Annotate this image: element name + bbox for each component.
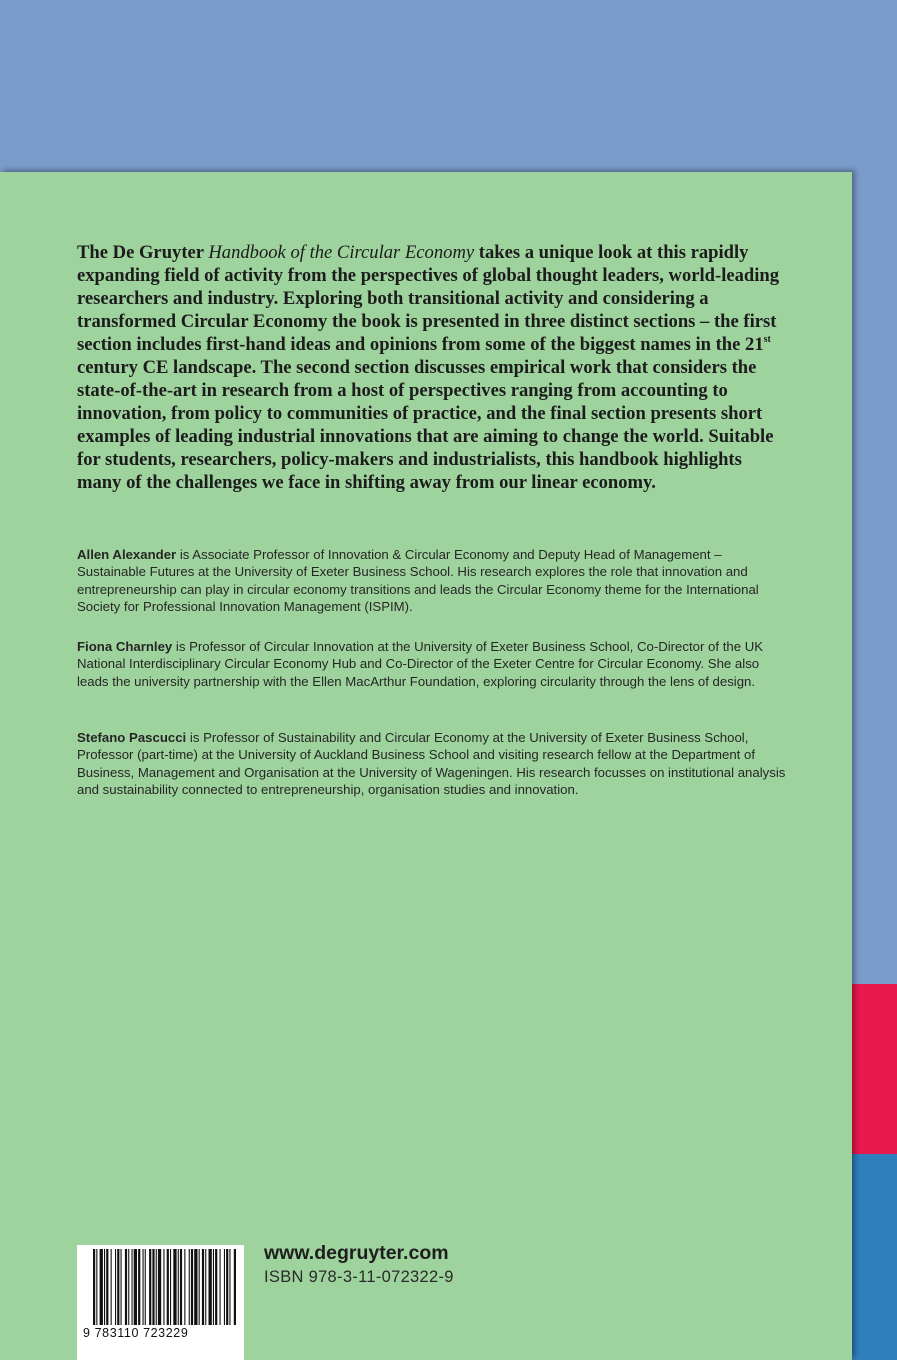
author-bio-text: is Professor of Circular Innovation at the University of Exeter Business School, Co-Director of the UK National Interdisciplinary Circular Economy Hub and Co-Director of the Exeter Centre for Circular Economy. She also leads the university partnership with the Ellen MacArthur Foundation, exploring circularity through the lens of design. (77, 639, 764, 689)
author-bio-text: is Professor of Sustainability and Circular Economy at the University of Exeter Business School, Professor (part-time) at the University of Auckland Business School and visiting research fellow at the Department of Business, Management and Organisation at the University of Wageningen. His research focusses on institutional analysis and sustainability connected to entrepreneurship, organisation studies and innovation. (77, 730, 786, 798)
isbn-barcode (77, 1245, 244, 1360)
blurb-intro: The De Gruyter (77, 242, 209, 263)
blurb-part-1: takes a unique look at this rapidly expanding field of activity from the perspectives of global thought leaders, world-leading researchers and industry. Exploring both transitional activity and considering a transformed Circular Economy the book is presented in three distinct sections – the first section includes first-hand ideas and opinions from some of the biggest names in the 21 (77, 242, 780, 355)
author-bio-text: is Associate Professor of Innovation & Circular Economy and Deputy Head of Management – Sustainable Futures at the University of Exeter Business School. His research explores the role that innovation and entrepreneurship can play in circular economy transitions and leads the Circular Economy theme for the International Society for Professional Innovation Management (ISPIM). (77, 547, 759, 615)
author-name: Allen Alexander (77, 547, 177, 562)
author-bio-alexander (77, 546, 787, 616)
blurb-superscript: st (763, 334, 771, 345)
author-bio-pascucci (77, 729, 787, 799)
barcode-bars-icon (83, 1249, 239, 1325)
isbn-number: ISBN 978-3-11-072322-9 (264, 1268, 454, 1286)
barcode-digits: 9 783110 723229 (83, 1326, 189, 1340)
accent-band-pink (852, 984, 897, 1154)
book-blurb (77, 241, 787, 494)
publisher-website[interactable]: www.degruyter.com (264, 1242, 449, 1264)
book-title: Handbook of the Circular Economy (208, 242, 475, 263)
accent-band-blue (852, 1154, 897, 1360)
author-name: Stefano Pascucci (77, 730, 187, 745)
author-bio-charnley (77, 638, 787, 690)
blurb-part-2: century CE landscape. The second section discusses empirical work that considers the state-of-the-art in research from a host of perspectives ranging from accounting to innovation, from policy to communities of practice, and the final section presents short examples of leading industrial innovations that are aiming to change the world. Suitable for students, researchers, policy-makers and industrialists, this handbook highlights many of the challenges we face in shifting away from our linear economy. (77, 357, 774, 493)
author-name: Fiona Charnley (77, 639, 173, 654)
